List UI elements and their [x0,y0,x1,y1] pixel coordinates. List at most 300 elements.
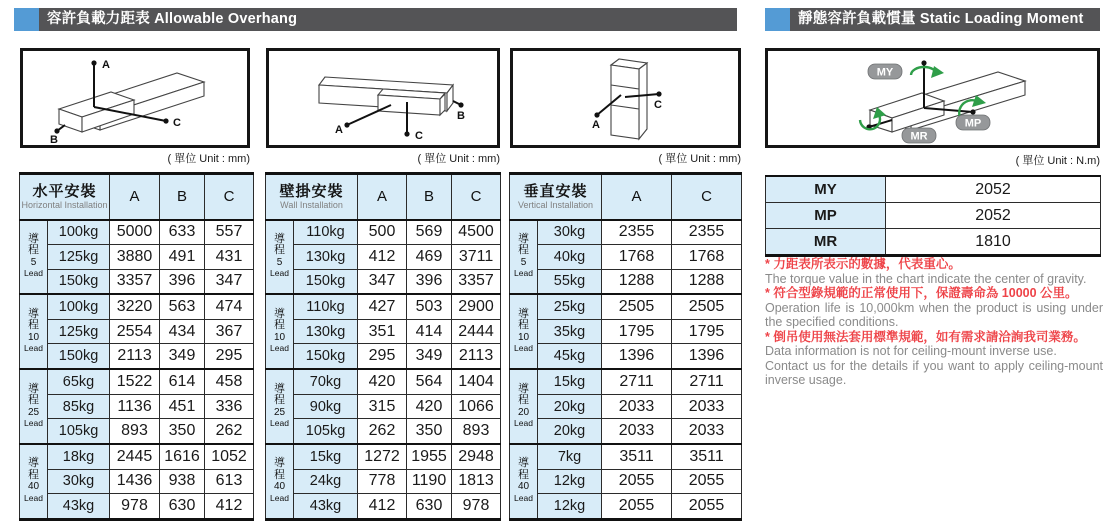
lead-char: 程 [274,394,285,407]
column-header-a: A [358,174,407,220]
lead-word: Lead [270,418,289,429]
lead-group [510,294,742,369]
lead-group-label [266,294,294,369]
value-cell: 434 [160,319,205,344]
value-cell: 564 [407,369,452,394]
my-axis-dot [921,60,926,65]
value-cell: 1396 [602,344,672,369]
table-caption-zh: 垂直安裝 [523,182,588,200]
load-cell: 15kg [538,369,602,394]
value-cell: 431 [205,245,254,270]
my-badge-label: MY [876,66,894,79]
value-cell: 350 [407,419,452,444]
carriage-drawing [378,89,445,115]
value-cell: 1522 [110,369,160,394]
table-row [266,269,501,294]
load-cell: 43kg [294,494,358,520]
lead-number: 5 [276,256,283,268]
point-b-dot [458,102,463,107]
table-row [266,220,501,245]
lead-group-label [20,294,48,369]
value-cell: 893 [452,419,501,444]
lead-char: 導 [28,382,39,395]
value-cell: 262 [358,419,407,444]
load-cell: 70kg [294,369,358,394]
value-cell: 412 [358,494,407,520]
moment-label: MY [766,176,886,203]
lead-number: 40 [517,481,530,493]
value-cell: 2355 [602,220,672,245]
unit-label-nm: ( 單位 Unit : N.m) [1015,155,1100,167]
column-header-c: C [452,174,501,220]
static-moment-table [765,175,1101,257]
lead-group-label [510,444,538,520]
lead-number: 25 [273,406,286,418]
load-cell: 20kg [538,394,602,419]
value-cell: 1190 [407,469,452,494]
load-cell: 25kg [538,294,602,319]
mr-badge-label: MR [910,130,928,143]
lead-char: 程 [28,319,39,332]
value-cell: 1404 [452,369,501,394]
value-cell: 427 [358,294,407,319]
table-row [20,444,254,469]
unit-label-mm: ( 單位 Unit : mm) [167,153,250,165]
lead-group [266,294,501,369]
table-row [20,394,254,419]
moment-row [766,203,1101,229]
lead-group [510,444,742,520]
lead-group [266,369,501,444]
value-cell: 2033 [672,419,742,444]
lead-number: 40 [273,481,286,493]
lead-number: 20 [517,406,530,418]
static-loading-moment-header [765,8,1100,31]
value-cell: 778 [358,469,407,494]
load-cell: 55kg [538,269,602,294]
point-a-dot [91,60,96,65]
moment-value: 1810 [886,229,1101,256]
value-cell: 2948 [452,444,501,469]
value-cell: 2505 [672,294,742,319]
lead-word: Lead [24,343,43,354]
table-row [266,369,501,394]
load-cell: 100kg [48,220,110,245]
value-cell: 474 [205,294,254,319]
value-cell: 978 [452,494,501,520]
table-row [510,469,742,494]
value-cell: 938 [160,469,205,494]
point-a-label: A [592,119,600,131]
table-caption-zh: 水平安裝 [32,182,97,200]
value-cell: 367 [205,319,254,344]
lead-number: 5 [520,256,527,268]
lead-char: 導 [28,457,39,470]
lead-word: Lead [514,268,533,279]
lead-group-label [510,220,538,295]
table-row [20,220,254,245]
point-c-dot [404,131,409,136]
value-cell: 347 [205,269,254,294]
footnotes [765,257,1103,388]
value-cell: 2113 [452,344,501,369]
load-cell: 30kg [48,469,110,494]
lead-char: 程 [518,244,529,257]
table-row [266,419,501,444]
table-row [20,494,254,520]
table-row [20,344,254,369]
value-cell: 295 [205,344,254,369]
unit-label-mm: ( 單位 Unit : mm) [658,153,741,165]
value-cell: 2113 [110,344,160,369]
header-accent-square [14,8,39,31]
table-row [20,319,254,344]
value-cell: 1396 [672,344,742,369]
value-cell: 2033 [602,394,672,419]
load-cell: 150kg [294,269,358,294]
point-a-label: A [102,59,110,71]
overhang-table-horizontal-wrap [19,172,254,521]
value-cell: 3880 [110,245,160,270]
load-cell: 105kg [294,419,358,444]
mp-axis-dot [970,109,975,114]
table-row [20,245,254,270]
table-row [20,369,254,394]
value-cell: 2444 [452,319,501,344]
lead-group-label [20,369,48,444]
value-cell: 351 [358,319,407,344]
horizontal-installation-diagram [20,48,250,148]
value-cell: 1288 [602,269,672,294]
table-row [266,394,501,419]
table-row [510,220,742,245]
value-cell: 1616 [160,444,205,469]
unit-label-mm: ( 單位 Unit : mm) [417,153,500,165]
load-cell: 35kg [538,319,602,344]
lead-number: 25 [27,406,40,418]
static-loading-moment-title [790,8,1100,31]
table-row [20,269,254,294]
lead-char: 程 [274,244,285,257]
table-caption-en: Wall Installation [280,199,343,210]
point-b-label: B [50,134,58,145]
lead-group-label [20,220,48,295]
load-cell: 130kg [294,319,358,344]
load-cell: 18kg [48,444,110,469]
value-cell: 1288 [672,269,742,294]
overhang-table-horizontal [19,172,254,521]
value-cell: 295 [358,344,407,369]
table-row [266,245,501,270]
table-row [510,319,742,344]
table-row [510,294,742,319]
lead-char: 導 [518,307,529,320]
table-row [510,444,742,469]
table-row [266,294,501,319]
value-cell: 500 [358,220,407,245]
load-cell: 150kg [294,344,358,369]
column-header-a: A [110,174,160,220]
table-caption [266,174,358,220]
footnote-zh: * 力距表所表示的數據，代表重心。 [765,257,961,271]
value-cell: 613 [205,469,254,494]
header-accent-square [765,8,790,31]
lead-word: Lead [24,268,43,279]
value-cell: 2055 [602,469,672,494]
lead-group [20,369,254,444]
column-header-b: B [160,174,205,220]
value-cell: 630 [407,494,452,520]
load-cell: 150kg [48,344,110,369]
load-cell: 12kg [538,469,602,494]
table-caption [510,174,602,220]
lead-number: 10 [273,331,286,343]
point-c-label: C [654,99,662,111]
value-cell: 336 [205,394,254,419]
value-cell: 3511 [672,444,742,469]
load-cell: 105kg [48,419,110,444]
value-cell: 2445 [110,444,160,469]
lead-group-label [266,369,294,444]
table-row [266,469,501,494]
lead-group-label [266,444,294,520]
table-row [266,344,501,369]
load-cell: 100kg [48,294,110,319]
value-cell: 569 [407,220,452,245]
load-cell: 40kg [538,245,602,270]
lead-word: Lead [270,343,289,354]
value-cell: 5000 [110,220,160,245]
lead-number: 40 [27,481,40,493]
table-caption-en: Horizontal Installation [21,199,108,210]
static-moment-table-wrap [765,175,1101,257]
title-zh: 容許負載力距表 [47,11,150,27]
footnote-zh: * 倒吊使用無法套用標準規範，如有需求請洽詢我司業務。 [765,329,1086,344]
value-cell: 3511 [602,444,672,469]
value-cell: 978 [110,494,160,520]
table-row [510,419,742,444]
value-cell: 2033 [672,394,742,419]
title-en: Static Loading Moment [919,11,1084,27]
value-cell: 3357 [452,269,501,294]
load-cell: 85kg [48,394,110,419]
lead-char: 導 [274,232,285,245]
value-cell: 2711 [672,369,742,394]
overhang-table-vertical [509,172,742,521]
load-cell: 12kg [538,494,602,520]
table-row [20,419,254,444]
lead-word: Lead [270,268,289,279]
lead-char: 程 [28,394,39,407]
table-row [510,394,742,419]
value-cell: 2055 [602,494,672,520]
point-a-label: A [335,124,343,136]
lead-group [510,369,742,444]
value-cell: 262 [205,419,254,444]
value-cell: 396 [160,269,205,294]
value-cell: 420 [358,369,407,394]
lead-char: 導 [274,307,285,320]
point-c-label: C [415,130,423,142]
value-cell: 614 [160,369,205,394]
load-cell: 125kg [48,245,110,270]
value-cell: 412 [358,245,407,270]
value-cell: 557 [205,220,254,245]
table-row [510,344,742,369]
lead-word: Lead [514,492,533,503]
value-cell: 2554 [110,319,160,344]
lead-char: 導 [274,457,285,470]
lead-char: 程 [28,468,39,481]
column-header-b: B [407,174,452,220]
value-cell: 1795 [672,319,742,344]
value-cell: 469 [407,245,452,270]
value-cell: 503 [407,294,452,319]
lead-char: 導 [518,457,529,470]
value-cell: 349 [160,344,205,369]
load-cell: 150kg [48,269,110,294]
table-caption [20,174,110,220]
lead-char: 導 [28,307,39,320]
title-zh: 靜態容許負載慣量 [798,11,916,27]
value-cell: 3357 [110,269,160,294]
lead-group-label [510,294,538,369]
value-cell: 1768 [672,245,742,270]
lead-group [266,444,501,520]
value-cell: 491 [160,245,205,270]
table-row [510,269,742,294]
wall-installation-diagram [266,48,500,148]
footnote-zh: * 符合型錄規範的正常使用下，保證壽命為 10000 公里。 [765,286,1078,300]
table-row [266,319,501,344]
allowable-overhang-header [14,8,737,31]
value-cell: 2505 [602,294,672,319]
load-cell: 45kg [538,344,602,369]
title-en: Allowable Overhang [154,11,298,27]
footnote-en: Data information is not for ceiling-mount inverse use. [765,344,1057,358]
value-cell: 2355 [672,220,742,245]
point-c-dot [656,91,661,96]
dimension-line-a [347,105,391,125]
value-cell: 1272 [358,444,407,469]
moment-row [766,229,1101,256]
value-cell: 412 [205,494,254,520]
lead-group [510,220,742,295]
lead-word: Lead [514,418,533,429]
lead-char: 程 [518,394,529,407]
load-cell: 130kg [294,245,358,270]
load-cell: 125kg [48,319,110,344]
value-cell: 315 [358,394,407,419]
static-moment-diagram [765,48,1100,148]
lead-number: 10 [27,331,40,343]
value-cell: 1795 [602,319,672,344]
value-cell: 893 [110,419,160,444]
lead-word: Lead [24,418,43,429]
lead-char: 程 [274,319,285,332]
value-cell: 1066 [452,394,501,419]
column-header-c: C [672,174,742,220]
load-cell: 65kg [48,369,110,394]
moment-label: MP [766,203,886,229]
point-a-dot [344,122,349,127]
value-cell: 1813 [452,469,501,494]
lead-group [20,220,254,295]
overhang-table-wall-wrap [265,172,501,521]
lead-group [20,444,254,520]
load-cell: 15kg [294,444,358,469]
table-row [20,294,254,319]
value-cell: 458 [205,369,254,394]
value-cell: 396 [407,269,452,294]
lead-group [20,294,254,369]
value-cell: 563 [160,294,205,319]
value-cell: 414 [407,319,452,344]
load-cell: 7kg [538,444,602,469]
value-cell: 350 [160,419,205,444]
point-c-label: C [173,117,181,129]
value-cell: 2900 [452,294,501,319]
load-cell: 110kg [294,220,358,245]
allowable-overhang-title [39,8,737,31]
moment-value: 2052 [886,203,1101,229]
table-row [510,245,742,270]
load-cell: 110kg [294,294,358,319]
footnote-en: Contact us for the details if you want to apply ceiling-mount inverse usage. [765,358,1103,387]
table-row [510,369,742,394]
value-cell: 4500 [452,220,501,245]
lead-char: 導 [28,232,39,245]
my-arrowhead [931,66,944,78]
lead-group-label [20,444,48,520]
load-cell: 20kg [538,419,602,444]
moment-label: MR [766,229,886,256]
lead-number: 10 [517,331,530,343]
lead-word: Lead [270,492,289,503]
overhang-table-vertical-wrap [509,172,742,521]
value-cell: 1768 [602,245,672,270]
load-cell: 90kg [294,394,358,419]
table-caption-zh: 壁掛安裝 [279,182,344,200]
lead-word: Lead [514,343,533,354]
value-cell: 1136 [110,394,160,419]
table-row [20,469,254,494]
lead-char: 程 [518,468,529,481]
point-a-dot [594,112,599,117]
moment-value: 2052 [886,176,1101,203]
mp-badge-label: MP [964,117,982,130]
lead-char: 程 [274,468,285,481]
lead-word: Lead [24,492,43,503]
lead-group-label [266,220,294,295]
column-header-c: C [205,174,254,220]
value-cell: 2055 [672,494,742,520]
lead-number: 5 [30,256,37,268]
column-header-a: A [602,174,672,220]
load-cell: 30kg [538,220,602,245]
value-cell: 349 [407,344,452,369]
value-cell: 1955 [407,444,452,469]
point-b-dot [54,128,59,133]
value-cell: 2711 [602,369,672,394]
value-cell: 420 [407,394,452,419]
value-cell: 347 [358,269,407,294]
footnote-en: The torque value in the chart indicate the center of gravity. [765,271,1087,286]
overhang-table-wall [265,172,501,521]
load-cell: 43kg [48,494,110,520]
value-cell: 2033 [602,419,672,444]
table-caption-en: Vertical Installation [517,199,594,210]
